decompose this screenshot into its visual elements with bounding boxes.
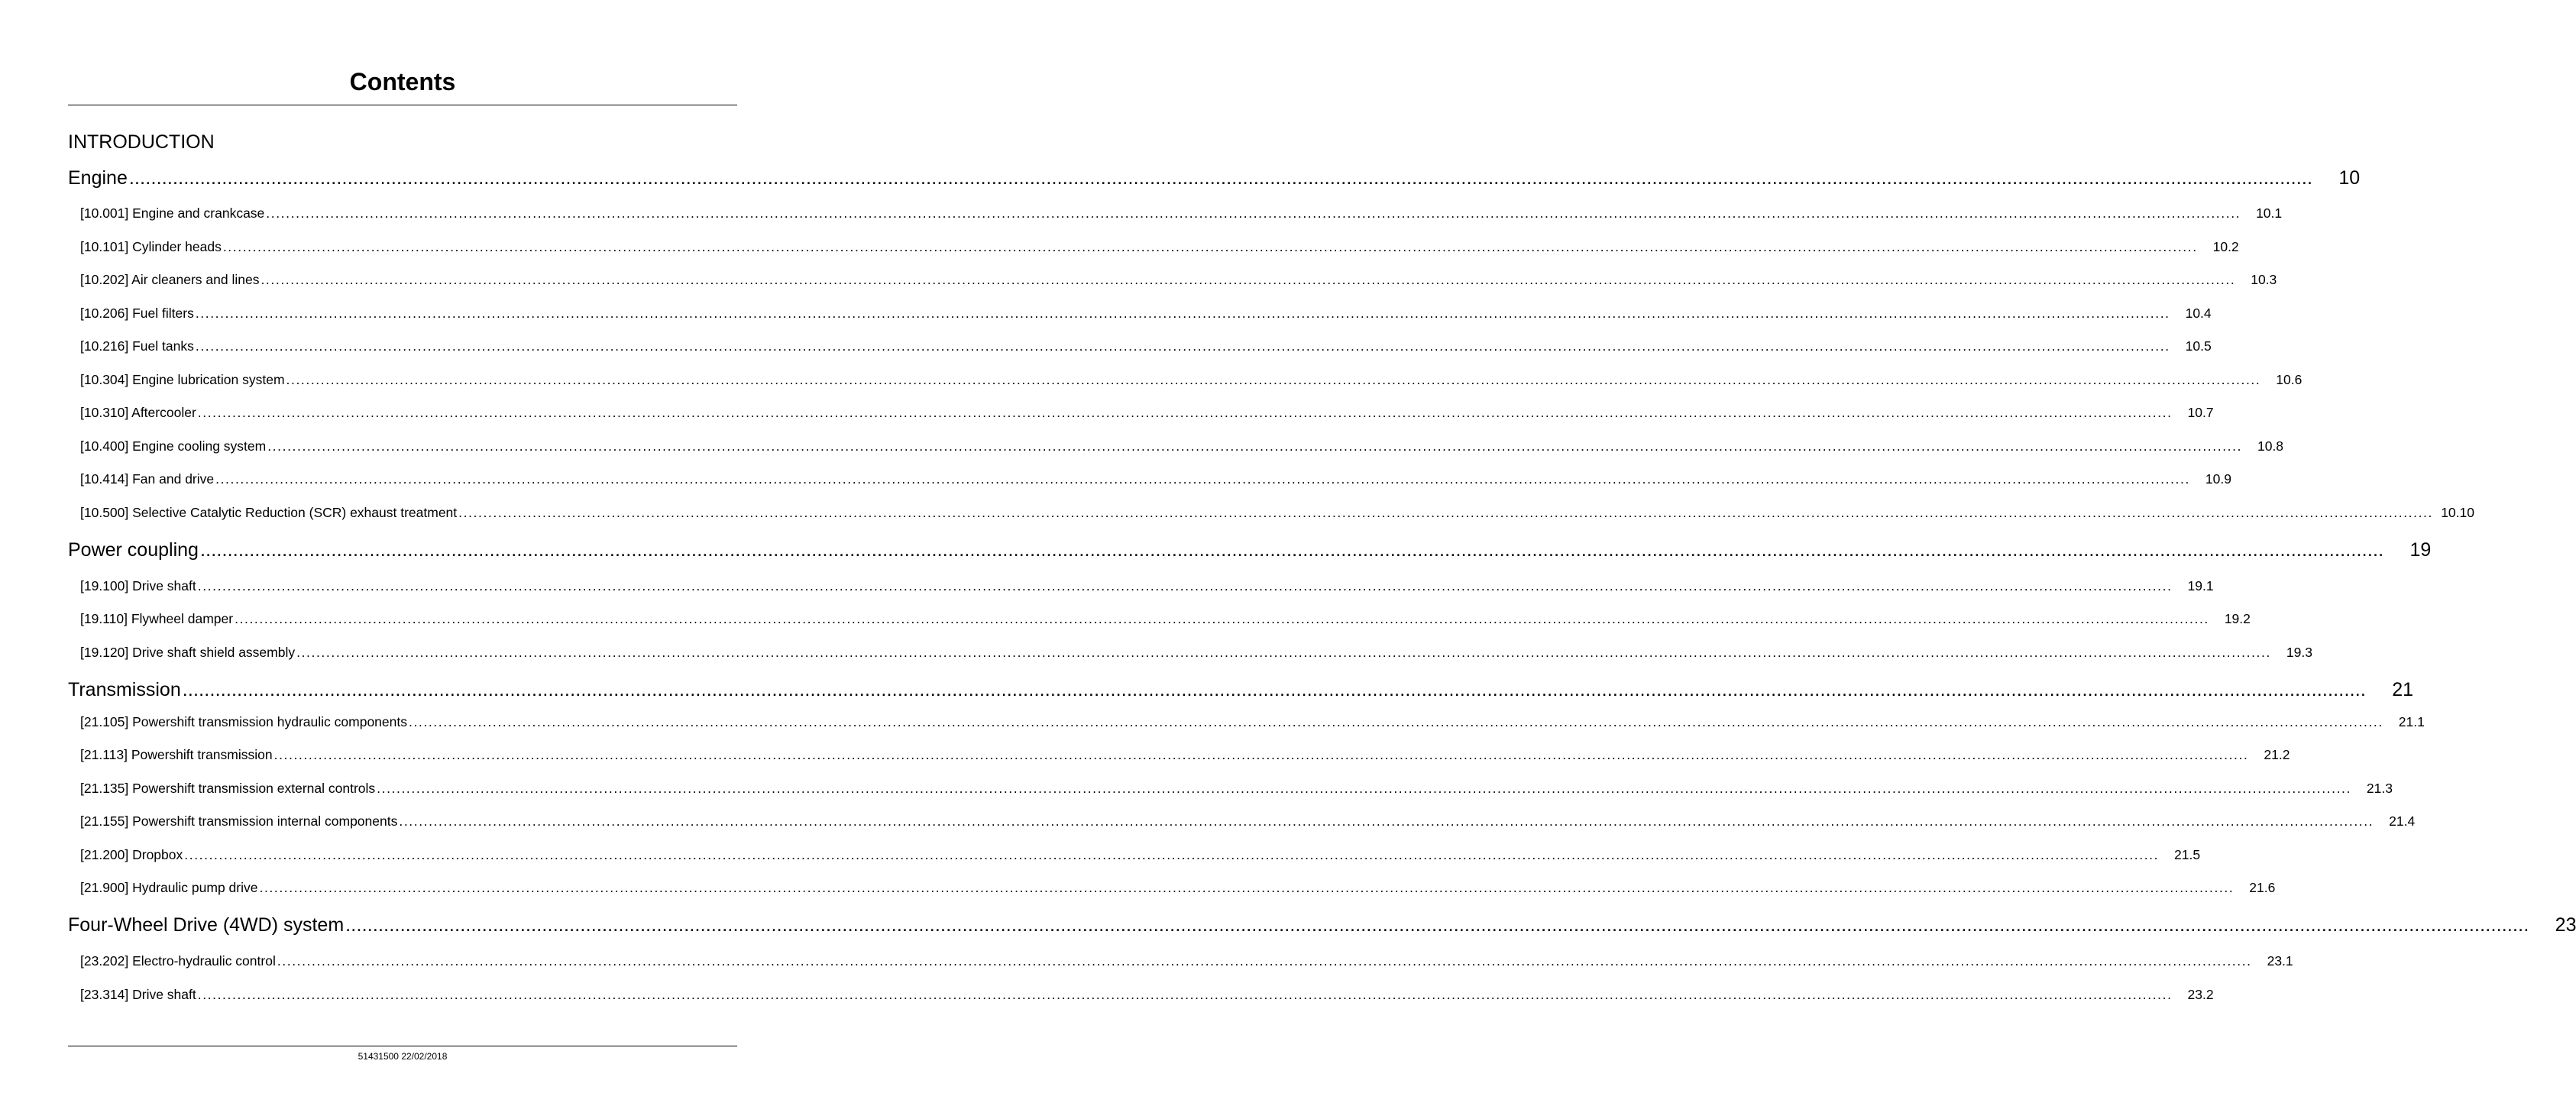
toc-subsection-entry-label: [21.135] Powershift transmission external controls (80, 781, 376, 796)
page-title: Contents (349, 68, 456, 95)
toc-subsection-entry-label: [21.105] Powershift transmission hydraulic components (80, 714, 407, 729)
dot-leader: ................................................................................................................................................................................................................................................................................................................................................................................................................ (267, 438, 2243, 454)
toc-subsection-entry-page-number: 21.3 (2366, 781, 2393, 796)
toc-subsection-entry-label: [10.216] Fuel tanks (80, 338, 194, 354)
toc-subsection-entry-label: [10.001] Engine and crankcase (80, 205, 265, 221)
toc-section-entry-page-number: 21 (2392, 679, 2414, 700)
toc-section-entry-label: Engine (68, 167, 128, 189)
toc-subsection-entry-label: [19.100] Drive shaft (80, 578, 196, 593)
toc-subsection-entry-label: [23.314] Drive shaft (80, 987, 196, 1002)
toc-subsection-entry-page-number: 21.5 (2174, 847, 2201, 862)
dot-leader: ................................................................................................................................................................................................................................................................................................................................................................................................................ (277, 953, 2252, 969)
dot-leader: ................................................................................................................................................................................................................................................................................................................................................................................................................ (184, 847, 2160, 862)
toc-subsection-entry[interactable] (80, 952, 2293, 969)
toc-subsection-entry-label: [19.110] Flywheel damper (80, 611, 234, 626)
toc-subsection-entry-page-number: 21.1 (2398, 714, 2425, 729)
toc-subsection-entry-label: [10.202] Air cleaners and lines (80, 272, 260, 287)
dot-leader: ................................................................................................................................................................................................................................................................................................................................................................................................................ (259, 880, 2235, 895)
toc-subsection-entry[interactable] (80, 746, 2290, 763)
toc-subsection-entry-label: [19.120] Drive shaft shield assembly (80, 645, 296, 660)
toc-subsection-entry-label: [10.414] Fan and drive (80, 471, 215, 487)
toc-subsection-entry-label: [10.206] Fuel filters (80, 306, 194, 321)
dot-leader: ................................................................................................................................................................................................................................................................................................................................................................................................................ (197, 578, 2173, 593)
toc-section-entry[interactable] (68, 914, 2576, 936)
toc-subsection-entry[interactable] (80, 610, 2251, 627)
toc-subsection-entry[interactable] (80, 780, 2393, 797)
dot-leader: ................................................................................................................................................................................................................................................................................................................................................................................................................ (222, 239, 2198, 254)
toc-subsection-entry-page-number: 10.2 (2212, 239, 2239, 254)
toc-subsection-entry-page-number: 21.2 (2264, 747, 2290, 762)
dot-leader: ................................................................................................................................................................................................................................................................................................................................................................................................................ (199, 539, 2384, 561)
toc-section-entry-page-number: 23 (2555, 914, 2576, 936)
toc-subsection-entry[interactable] (80, 371, 2303, 388)
toc-subsection-entry[interactable] (80, 305, 2212, 322)
toc-subsection-entry-label: [10.304] Engine lubrication system (80, 372, 285, 387)
toc-subsection-entry[interactable] (80, 404, 2214, 421)
toc-subsection-entry-page-number: 10.9 (2205, 471, 2231, 487)
toc-subsection-entry[interactable] (80, 205, 2283, 222)
dot-leader: ................................................................................................................................................................................................................................................................................................................................................................................................................ (409, 714, 2383, 729)
toc-subsection-entry-page-number: 10.1 (2256, 205, 2283, 221)
toc-subsection-entry-page-number: 10.4 (2185, 306, 2212, 321)
toc-subsection-entry-label: [10.500] Selective Catalytic Reduction (SCR) exhaust treatment (80, 505, 458, 520)
toc-subsection-entry-label: [10.101] Cylinder heads (80, 239, 222, 254)
toc-section-entry-label: Power coupling (68, 539, 199, 561)
dot-leader: ................................................................................................................................................................................................................................................................................................................................................................................................................ (235, 611, 2209, 626)
dot-leader: ................................................................................................................................................................................................................................................................................................................................................................................................................ (266, 205, 2241, 221)
dot-leader: ................................................................................................................................................................................................................................................................................................................................................................................................................ (458, 505, 2433, 520)
dot-leader: ................................................................................................................................................................................................................................................................................................................................................................................................................ (345, 914, 2529, 936)
toc-subsection-entry-label: [21.200] Dropbox (80, 847, 183, 862)
dot-leader: ................................................................................................................................................................................................................................................................................................................................................................................................................ (399, 813, 2374, 829)
toc-subsection-entry[interactable] (80, 813, 2416, 830)
dot-leader: ................................................................................................................................................................................................................................................................................................................................................................................................................ (296, 645, 2271, 660)
intro-heading: INTRODUCTION (68, 131, 215, 153)
toc-subsection-entry-label: [10.310] Aftercooler (80, 405, 196, 420)
toc-subsection-entry[interactable] (80, 644, 2312, 661)
dot-leader: ................................................................................................................................................................................................................................................................................................................................................................................................................ (261, 272, 2236, 287)
toc-subsection-entry[interactable] (80, 471, 2231, 487)
dot-leader: ................................................................................................................................................................................................................................................................................................................................................................................................................ (195, 338, 2170, 354)
toc-subsection-entry-page-number: 10.10 (2441, 505, 2474, 520)
dot-leader: ................................................................................................................................................................................................................................................................................................................................................................................................................ (128, 167, 2313, 189)
toc-subsection-entry-page-number: 19.1 (2187, 578, 2214, 593)
toc-subsection-entry-page-number: 21.4 (2389, 813, 2416, 829)
toc-subsection-entry[interactable] (80, 577, 2214, 594)
dot-leader: ................................................................................................................................................................................................................................................................................................................................................................................................................ (182, 679, 2367, 700)
footer-document-code: 51431500 22/02/2018 (358, 1051, 448, 1062)
toc-subsection-entry-label: [21.155] Powershift transmission internal components (80, 813, 398, 829)
toc-section-entry[interactable] (68, 538, 2432, 561)
toc-subsection-entry-label: [21.113] Powershift transmission (80, 747, 273, 762)
toc-subsection-entry[interactable] (80, 338, 2212, 354)
toc-section-entry-label: Transmission (68, 679, 181, 700)
dot-leader: ................................................................................................................................................................................................................................................................................................................................................................................................................ (197, 987, 2173, 1002)
toc-subsection-entry[interactable] (80, 238, 2239, 255)
toc-subsection-entry[interactable] (80, 879, 2276, 896)
dot-leader: ................................................................................................................................................................................................................................................................................................................................................................................................................ (215, 471, 2190, 487)
toc-subsection-entry[interactable] (80, 986, 2214, 1003)
toc-section-entry[interactable] (68, 678, 2414, 701)
toc-section-entry-page-number: 19 (2409, 539, 2432, 561)
toc-subsection-entry-page-number: 19.2 (2224, 611, 2251, 626)
toc-section-entry[interactable] (68, 167, 2361, 189)
toc-subsection-entry[interactable] (80, 438, 2284, 454)
dot-leader: ................................................................................................................................................................................................................................................................................................................................................................................................................ (273, 747, 2249, 762)
toc-subsection-entry-page-number: 19.3 (2286, 645, 2312, 660)
toc-section-entry-page-number: 10 (2338, 167, 2361, 189)
toc-subsection-entry-page-number: 10.3 (2251, 272, 2277, 287)
toc-subsection-entry[interactable] (80, 271, 2277, 288)
toc-subsection-entry-label: [10.400] Engine cooling system (80, 438, 267, 454)
toc-section-entry-label: Four-Wheel Drive (4WD) system (68, 914, 345, 936)
toc-subsection-entry-page-number: 23.1 (2267, 953, 2293, 969)
toc-subsection-entry[interactable] (80, 846, 2201, 863)
toc-subsection-entry-page-number: 10.5 (2185, 338, 2212, 354)
dot-leader: ................................................................................................................................................................................................................................................................................................................................................................................................................ (286, 372, 2261, 387)
toc-subsection-entry-page-number: 21.6 (2249, 880, 2276, 895)
toc-subsection-entry-page-number: 10.6 (2276, 372, 2303, 387)
toc-subsection-entry-label: [21.900] Hydraulic pump drive (80, 880, 258, 895)
toc-subsection-entry[interactable] (80, 504, 2474, 521)
dot-leader: ................................................................................................................................................................................................................................................................................................................................................................................................................ (197, 405, 2173, 420)
dot-leader: ................................................................................................................................................................................................................................................................................................................................................................................................................ (377, 781, 2351, 796)
toc-subsection-entry-page-number: 10.8 (2257, 438, 2284, 454)
toc-subsection-entry[interactable] (80, 713, 2425, 730)
dot-leader: ................................................................................................................................................................................................................................................................................................................................................................................................................ (195, 306, 2170, 321)
toc-subsection-entry-page-number: 10.7 (2187, 405, 2214, 420)
toc-subsection-entry-page-number: 23.2 (2187, 987, 2214, 1002)
toc-subsection-entry-label: [23.202] Electro-hydraulic control (80, 953, 276, 969)
